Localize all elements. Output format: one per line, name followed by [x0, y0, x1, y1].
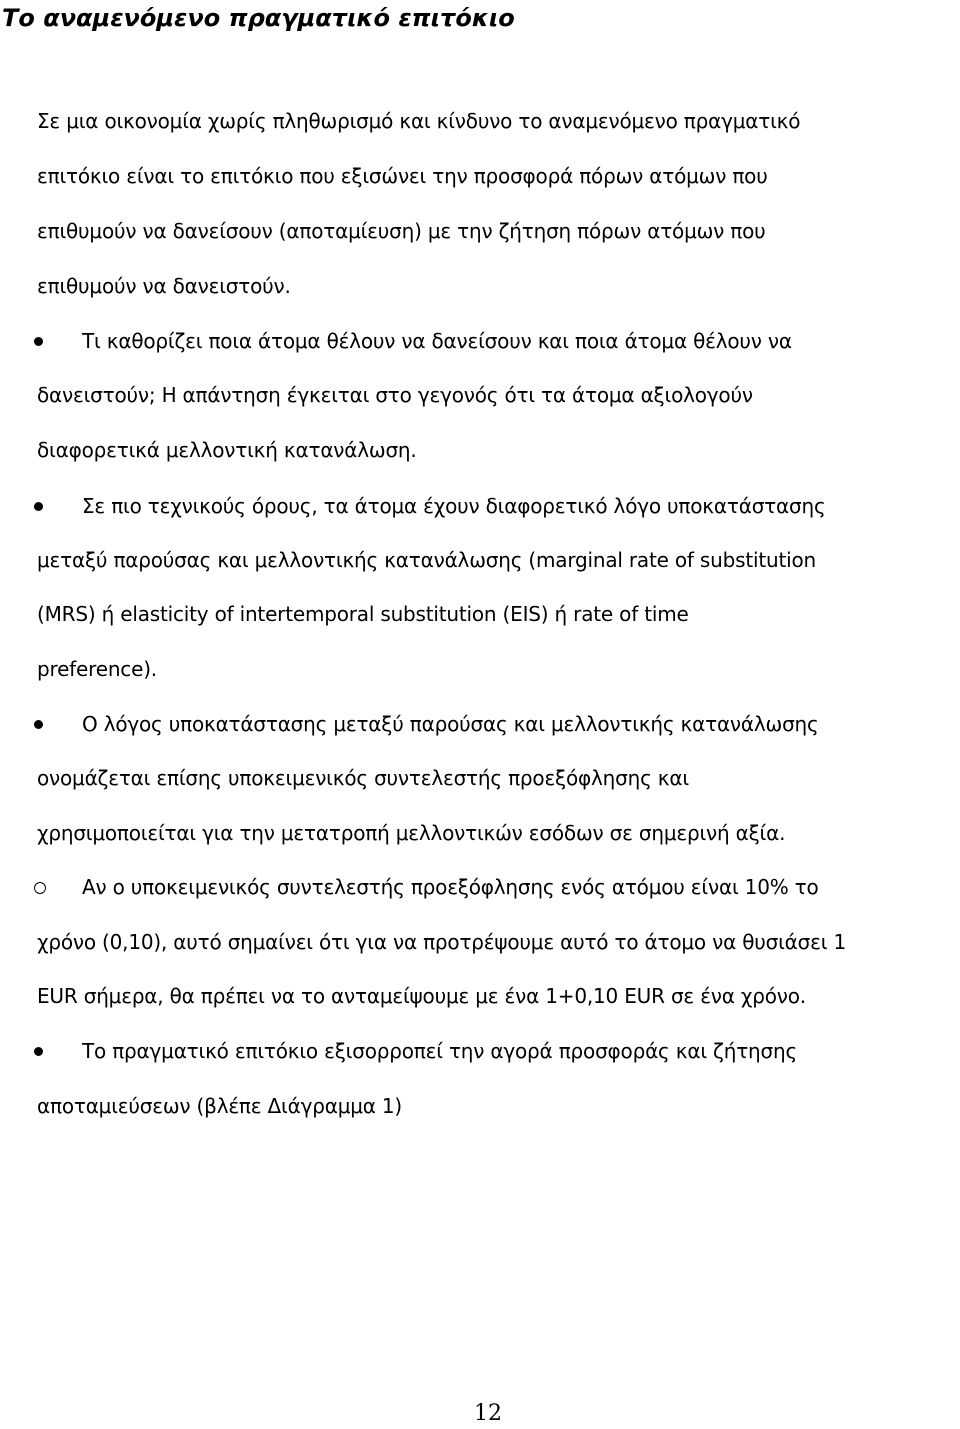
bullet-line: Ο λόγος υποκατάστασης μεταξύ παρούσας και μελλοντικής κατανάλωσης	[82, 712, 819, 736]
bullet-icon	[34, 337, 43, 346]
bullet-line: μεταξύ παρούσας και μελλοντικής κατανάλωσης (marginal rate of substitution	[37, 548, 816, 572]
intro-line: επιτόκιο είναι το επιτόκιο που εξισώνει την προσφορά πόρων ατόμων που	[37, 164, 768, 188]
bullet-line: χρόνο (0,10), αυτό σημαίνει ότι για να προτρέψουμε αυτό το άτομο να θυσιάσει 1	[37, 930, 846, 954]
bullet-line: Αν ο υποκειμενικός συντελεστής προεξόφλησης ενός ατόμου είναι 10% το	[82, 875, 819, 899]
bullet-line: αποταμιεύσεων (βλέπε Διάγραμμα 1)	[37, 1094, 403, 1118]
bullet-line: Τι καθορίζει ποια άτομα θέλουν να δανείσουν και ποια άτομα θέλουν να	[82, 329, 792, 353]
intro-line: επιθυμούν να δανείσουν (αποταμίευση) με την ζήτηση πόρων ατόμων που	[37, 219, 766, 243]
bullet-line: χρησιμοποιείται για την μετατροπή μελλοντικών εσόδων σε σημερινή αξία.	[37, 821, 786, 845]
bullet-line: Το πραγματικό επιτόκιο εξισορροπεί την αγορά προσφοράς και ζήτησης	[82, 1039, 798, 1063]
intro-line: Σε μια οικονομία χωρίς πληθωρισμό και κίνδυνο το αναμενόμενο πραγματικό	[37, 109, 801, 133]
page-number: 12	[474, 1401, 502, 1426]
bullet-line: EUR σήμερα, θα πρέπει να το ανταμείψουμε με ένα 1+0,10 EUR σε ένα χρόνο.	[37, 984, 806, 1008]
bullet-icon	[34, 1047, 43, 1056]
bullet-icon	[34, 720, 43, 729]
bullet-line: Σε πιο τεχνικούς όρους, τα άτομα έχουν διαφορετικό λόγο υποκατάστασης	[82, 494, 826, 518]
bullet-line: (MRS) ή elasticity of intertemporal substitution (EIS) ή rate of time	[37, 602, 689, 626]
circle-bullet-icon	[34, 882, 46, 894]
bullet-line: preference).	[37, 657, 157, 681]
bullet-icon	[34, 502, 43, 511]
bullet-line: δανειστούν; Η απάντηση έγκειται στο γεγονός ότι τα άτομα αξιολογούν	[37, 383, 753, 407]
intro-line: επιθυμούν να δανειστούν.	[37, 274, 291, 298]
page-title: Το αναμενόμενο πραγματικό επιτόκιο	[2, 4, 515, 32]
bullet-line: διαφορετικά μελλοντική κατανάλωση.	[37, 438, 417, 462]
bullet-line: ονομάζεται επίσης υποκειμενικός συντελεστής προεξόφλησης και	[37, 766, 689, 790]
